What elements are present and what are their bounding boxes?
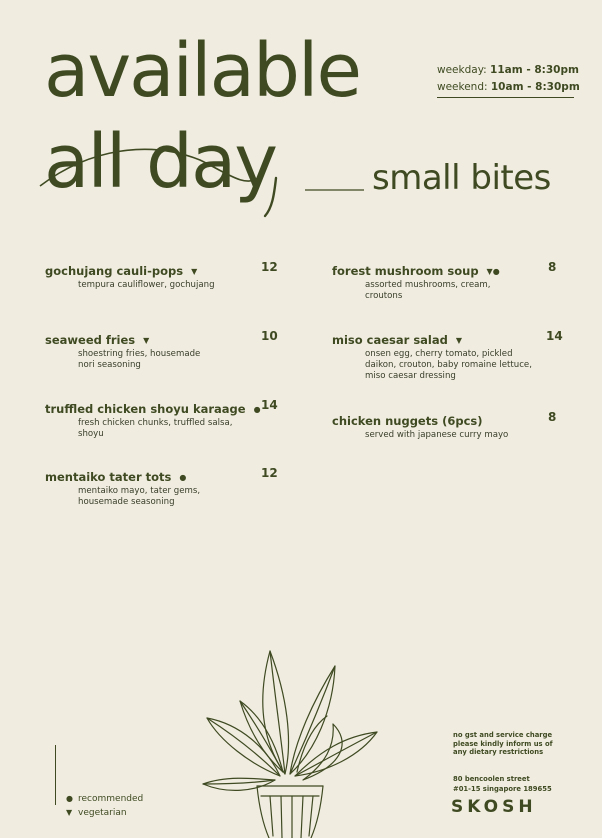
item-price: 14 [261, 398, 278, 412]
item-description: fresh chicken chunks, truffled salsa, shoyu [78, 418, 233, 439]
address: 80 bencoolen street #01-15 singapore 189655 [453, 775, 552, 793]
item-description: tempura cauliflower, gochujang [78, 280, 215, 290]
item-name: truffled chicken shoyu karaage [45, 402, 246, 416]
vegetarian-recommended-mark-icon: ▼● [486, 267, 500, 276]
item-name: gochujang cauli-pops [45, 264, 184, 278]
item-price: 8 [548, 260, 557, 274]
legend [66, 792, 143, 820]
menu-item-chicken-nuggets [332, 410, 564, 441]
headline-all-day: all day [44, 119, 277, 205]
menu-item-miso-caesar-salad [332, 329, 564, 382]
section-title: small bites [372, 158, 551, 198]
item-price: 14 [546, 329, 563, 343]
headline-available: available [44, 28, 361, 114]
vegetarian-mark-icon: ▼ [143, 336, 150, 345]
weekend-hours [437, 79, 580, 96]
item-name: mentaiko tater tots [45, 470, 172, 484]
item-description: served with japanese curry mayo [365, 430, 509, 440]
item-name: chicken nuggets (6pcs) [332, 414, 483, 428]
vegetarian-triangle-icon: ▼ [66, 808, 73, 817]
vegetarian-mark-icon: ▼ [191, 267, 198, 276]
menu-item-mentaiko-tater-tots [45, 466, 277, 508]
item-description: onsen egg, cherry tomato, pickled daikon, crouton, baby romaine lettuce, miso caesar dressing [365, 349, 532, 381]
item-price: 8 [548, 410, 557, 424]
weekday-time: 11am - 8:30pm [490, 64, 579, 76]
opening-hours [437, 62, 580, 96]
weekend-label: weekend: [437, 81, 488, 93]
recommended-dot-icon: ● [66, 794, 73, 803]
potted-plant-illustration [195, 646, 380, 838]
legend-rule [55, 745, 56, 805]
item-description: shoestring fries, housemade nori seasoning [78, 349, 201, 370]
menu-item-seaweed-fries [45, 329, 277, 371]
recommended-mark-icon: ● [253, 405, 261, 414]
item-price: 12 [261, 466, 278, 480]
item-description: assorted mushrooms, cream, croutons [365, 280, 491, 301]
item-price: 10 [261, 329, 278, 343]
vegetarian-mark-icon: ▼ [455, 336, 463, 345]
menu-item-gochujang-cauli-pops [45, 260, 277, 291]
hours-divider [437, 97, 574, 98]
item-name: seaweed fries [45, 333, 136, 347]
item-price: 12 [261, 260, 278, 274]
item-name: forest mushroom soup [332, 264, 479, 278]
weekend-time: 10am - 8:30pm [490, 81, 580, 93]
brand-logo: SKOSH [451, 797, 537, 817]
weekday-label: weekday: [437, 64, 487, 76]
item-name: miso caesar salad [332, 333, 448, 347]
recommended-mark-icon: ● [179, 473, 187, 482]
menu-item-forest-mushroom-soup [332, 260, 564, 302]
menu-item-truffled-chicken-shoyu-karaage [45, 398, 277, 440]
legend-recommended: ● recommended [66, 794, 144, 804]
weekday-hours [437, 62, 579, 79]
item-description: mentaiko mayo, tater gems, housemade seasoning [78, 486, 201, 507]
legend-vegetarian: ▼ vegetarian [66, 808, 127, 818]
dietary-notes: no gst and service charge please kindly inform us of any dietary restrictions [453, 731, 553, 756]
